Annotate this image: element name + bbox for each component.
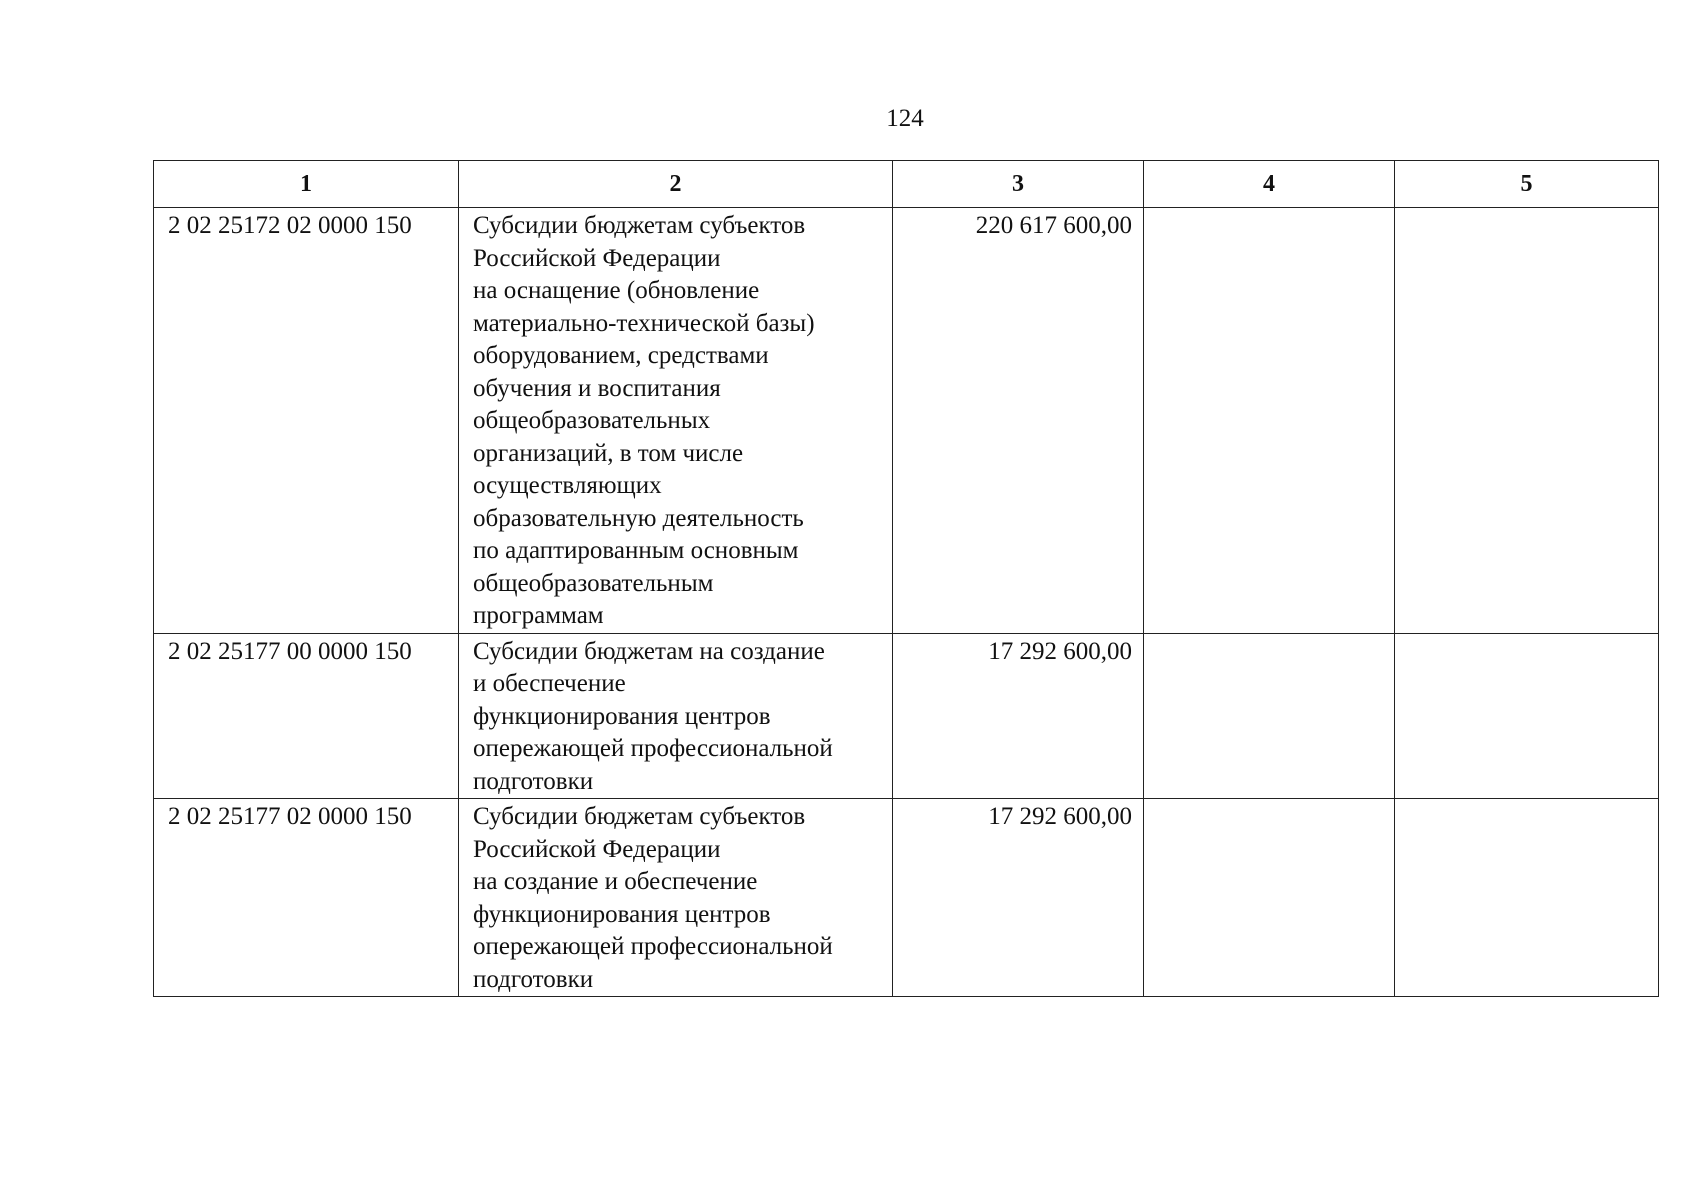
budget-table: [153, 160, 1659, 997]
table-row: [154, 208, 1659, 634]
budget-code-cell: 2 02 25172 02 0000 150: [154, 208, 459, 634]
description-line: обучения и воспитания: [473, 374, 721, 402]
description-line: функционирования центров: [473, 900, 771, 928]
column-header-1: 1: [154, 161, 459, 208]
column-5-cell: [1395, 633, 1659, 799]
column-5-cell: [1395, 799, 1659, 997]
column-4-cell: [1144, 208, 1395, 634]
table-row: [154, 633, 1659, 799]
description-cell: [459, 208, 893, 634]
column-header-3: 3: [893, 161, 1144, 208]
description-cell: [459, 799, 893, 997]
amount-cell: 17 292 600,00: [893, 799, 1144, 997]
description-line: на создание и обеспечение: [473, 868, 758, 895]
description-line: оборудованием, средствами: [473, 342, 769, 369]
description-line: осуществляющих: [473, 472, 662, 499]
column-5-cell: [1395, 208, 1659, 634]
description-line: Российской Федерации: [473, 244, 721, 272]
column-header-5: 5: [1395, 161, 1659, 208]
description-line: программам: [473, 602, 604, 629]
description-line: функционирования центров: [473, 702, 771, 730]
column-4-cell: [1144, 633, 1395, 799]
column-4-cell: [1144, 799, 1395, 997]
description-line: образовательную деятельность: [473, 504, 804, 532]
table-header-row: [154, 161, 1659, 208]
description-line: общеобразовательных: [473, 407, 711, 434]
description-line: и обеспечение: [473, 670, 626, 697]
description-line: материально-технической базы): [473, 309, 815, 337]
description-line: Российской Федерации: [473, 835, 721, 863]
description-line: подготовки: [473, 965, 594, 993]
amount-cell: 220 617 600,00: [893, 208, 1144, 634]
description-line: на оснащение (обновление: [473, 277, 760, 304]
description-line: по адаптированным основным: [473, 537, 799, 564]
description-line: подготовки: [473, 767, 594, 795]
amount-cell: 17 292 600,00: [893, 633, 1144, 799]
budget-code-cell: 2 02 25177 02 0000 150: [154, 799, 459, 997]
table-row: [154, 799, 1659, 997]
column-header-4: 4: [1144, 161, 1395, 208]
description-line: Субсидии бюджетам на создание: [473, 637, 825, 665]
description-line: Субсидии бюджетам субъектов: [473, 803, 806, 830]
description-line: опережающей профессиональной: [473, 933, 833, 960]
description-cell: [459, 633, 893, 799]
description-line: общеобразовательным: [473, 569, 714, 597]
description-line: организаций, в том числе: [473, 439, 744, 467]
description-line: Субсидии бюджетам субъектов: [473, 212, 806, 239]
budget-code-cell: 2 02 25177 00 0000 150: [154, 633, 459, 799]
column-header-2: 2: [459, 161, 893, 208]
description-line: опережающей профессиональной: [473, 735, 833, 762]
page-number: 124: [886, 105, 924, 132]
